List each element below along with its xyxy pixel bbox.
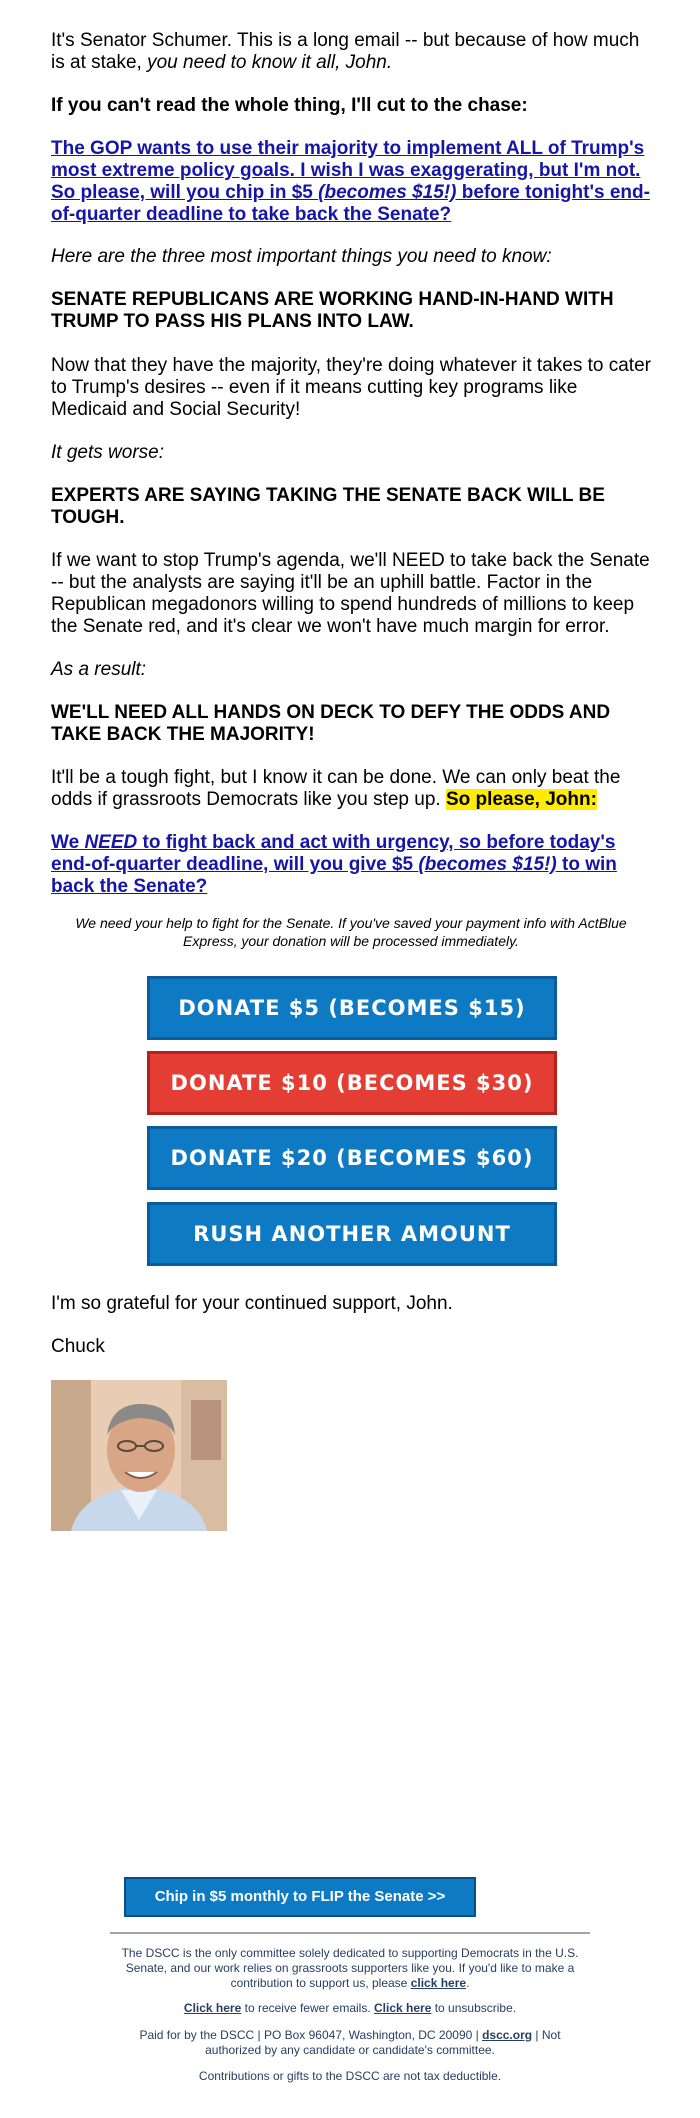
heading-2: EXPERTS ARE SAYING TAKING THE SENATE BACK WILL BE TOUGH. [51, 485, 605, 528]
intro-italic: you need to know it all, John. [147, 52, 393, 73]
signoff: Chuck [51, 1336, 105, 1357]
link2-text[interactable]: We [51, 832, 85, 853]
paragraph-2: If we want to stop Trump's agenda, we'll NEED to take back the Senate -- but the analysts are saying it'll be an uphill battle. Factor in the Republican megadonors willing to spend hundreds of millions to keep the Senate red, and it's clear we won't have much margin for error. [51, 550, 650, 637]
fewer-emails-text: to receive fewer emails. [241, 2001, 374, 2015]
paid-for-text-end: | Not authorized by any candidate or candidate's committee. [205, 2028, 561, 2057]
dscc-site-link[interactable]: dscc.org [482, 2028, 533, 2042]
heading-3: WE'LL NEED ALL HANDS ON DECK TO DEFY THE ODDS AND TAKE BACK THE MAJORITY! [51, 702, 611, 745]
three-things: Here are the three most important things you need to know: [51, 246, 552, 267]
paragraph-3-text: It'll be a tough fight, but I know it can be done. We can only beat the odds if grassroots Democrats like you step up. [51, 767, 621, 810]
donate-link-1[interactable] [51, 138, 651, 226]
paragraph-3 [51, 767, 651, 811]
link2-text-end[interactable]: to win back the Senate? [51, 854, 617, 897]
footer-preferences [110, 2001, 590, 2016]
paragraph-1: Now that they have the majority, they're doing whatever it takes to cater to Trump's desires -- even if it means cutting key programs like Medicaid and Social Security! [51, 355, 651, 420]
unsubscribe-link[interactable]: Click here [374, 2001, 432, 2015]
donate-5-button[interactable]: DONATE $5 (BECOMES $15) [147, 976, 557, 1040]
chase-line: If you can't read the whole thing, I'll cut to the chase: [51, 95, 528, 116]
footer-divider [110, 1932, 590, 1934]
highlighted-text: So please, John: [445, 789, 597, 810]
donate-10-button[interactable]: DONATE $10 (BECOMES $30) [147, 1051, 557, 1115]
link2-text-mid[interactable]: to fight back and act with urgency, so before today's end-of-quarter deadline, will you give $5 [51, 832, 616, 875]
link1-text[interactable]: The GOP wants to use their majority to implement ALL of Trump's most extreme policy goals. I wish I was exaggerating, but I'm not. So please, will you chip in $5 [51, 138, 645, 203]
link1-italic[interactable]: (becomes $15!) [318, 182, 457, 203]
donate-link-2[interactable] [51, 832, 651, 898]
intro-paragraph [51, 30, 651, 74]
fewer-emails-link[interactable]: Click here [183, 2001, 242, 2015]
footer-about [110, 1946, 590, 1991]
footer-contribute-link[interactable]: click here [410, 1976, 467, 1990]
unsubscribe-text: to unsubscribe. [431, 2001, 517, 2015]
donate-20-button[interactable]: DONATE $20 (BECOMES $60) [147, 1126, 557, 1190]
rush-another-amount-button[interactable]: RUSH ANOTHER AMOUNT [147, 1202, 557, 1266]
footer-tax-note: Contributions or gifts to the DSCC are not tax deductible. [198, 2069, 502, 2083]
monthly-chip-button[interactable]: Chip in $5 monthly to FLIP the Senate >> [124, 1877, 476, 1917]
intro-text: It's Senator Schumer. This is a long email -- but because of how much is at stake, [51, 30, 640, 73]
actblue-note: We need your help to fight for the Senate. If you've saved your payment info with ActBlue Express, your donation will be processed immediately. [75, 915, 627, 949]
senator-photo [51, 1380, 227, 1531]
link1-text-end[interactable]: before tonight's end-of-quarter deadline to take back the Senate? [51, 182, 650, 225]
paid-for-text: Paid for by the DSCC | PO Box 96047, Washington, DC 20090 | [139, 2028, 483, 2042]
as-a-result: As a result: [51, 659, 147, 680]
footer-paid-for [110, 2028, 590, 2058]
gets-worse: It gets worse: [51, 442, 164, 463]
link2-italic[interactable]: (becomes $15!) [418, 854, 557, 875]
footer-about-text: The DSCC is the only committee solely dedicated to supporting Democrats in the U.S. Senate, and our work relies on grassroots supporters like you. If you'd like to make a contribution to support us, please [121, 1946, 579, 1990]
heading-1: SENATE REPUBLICANS ARE WORKING HAND-IN-HAND WITH TRUMP TO PASS HIS PLANS INTO LAW. [51, 289, 614, 332]
portrait-illustration [51, 1380, 227, 1531]
link2-italic-need[interactable]: NEED [84, 832, 138, 853]
grateful-line: I'm so grateful for your continued support, John. [51, 1293, 453, 1314]
footer-about-end: . [466, 1976, 470, 1990]
